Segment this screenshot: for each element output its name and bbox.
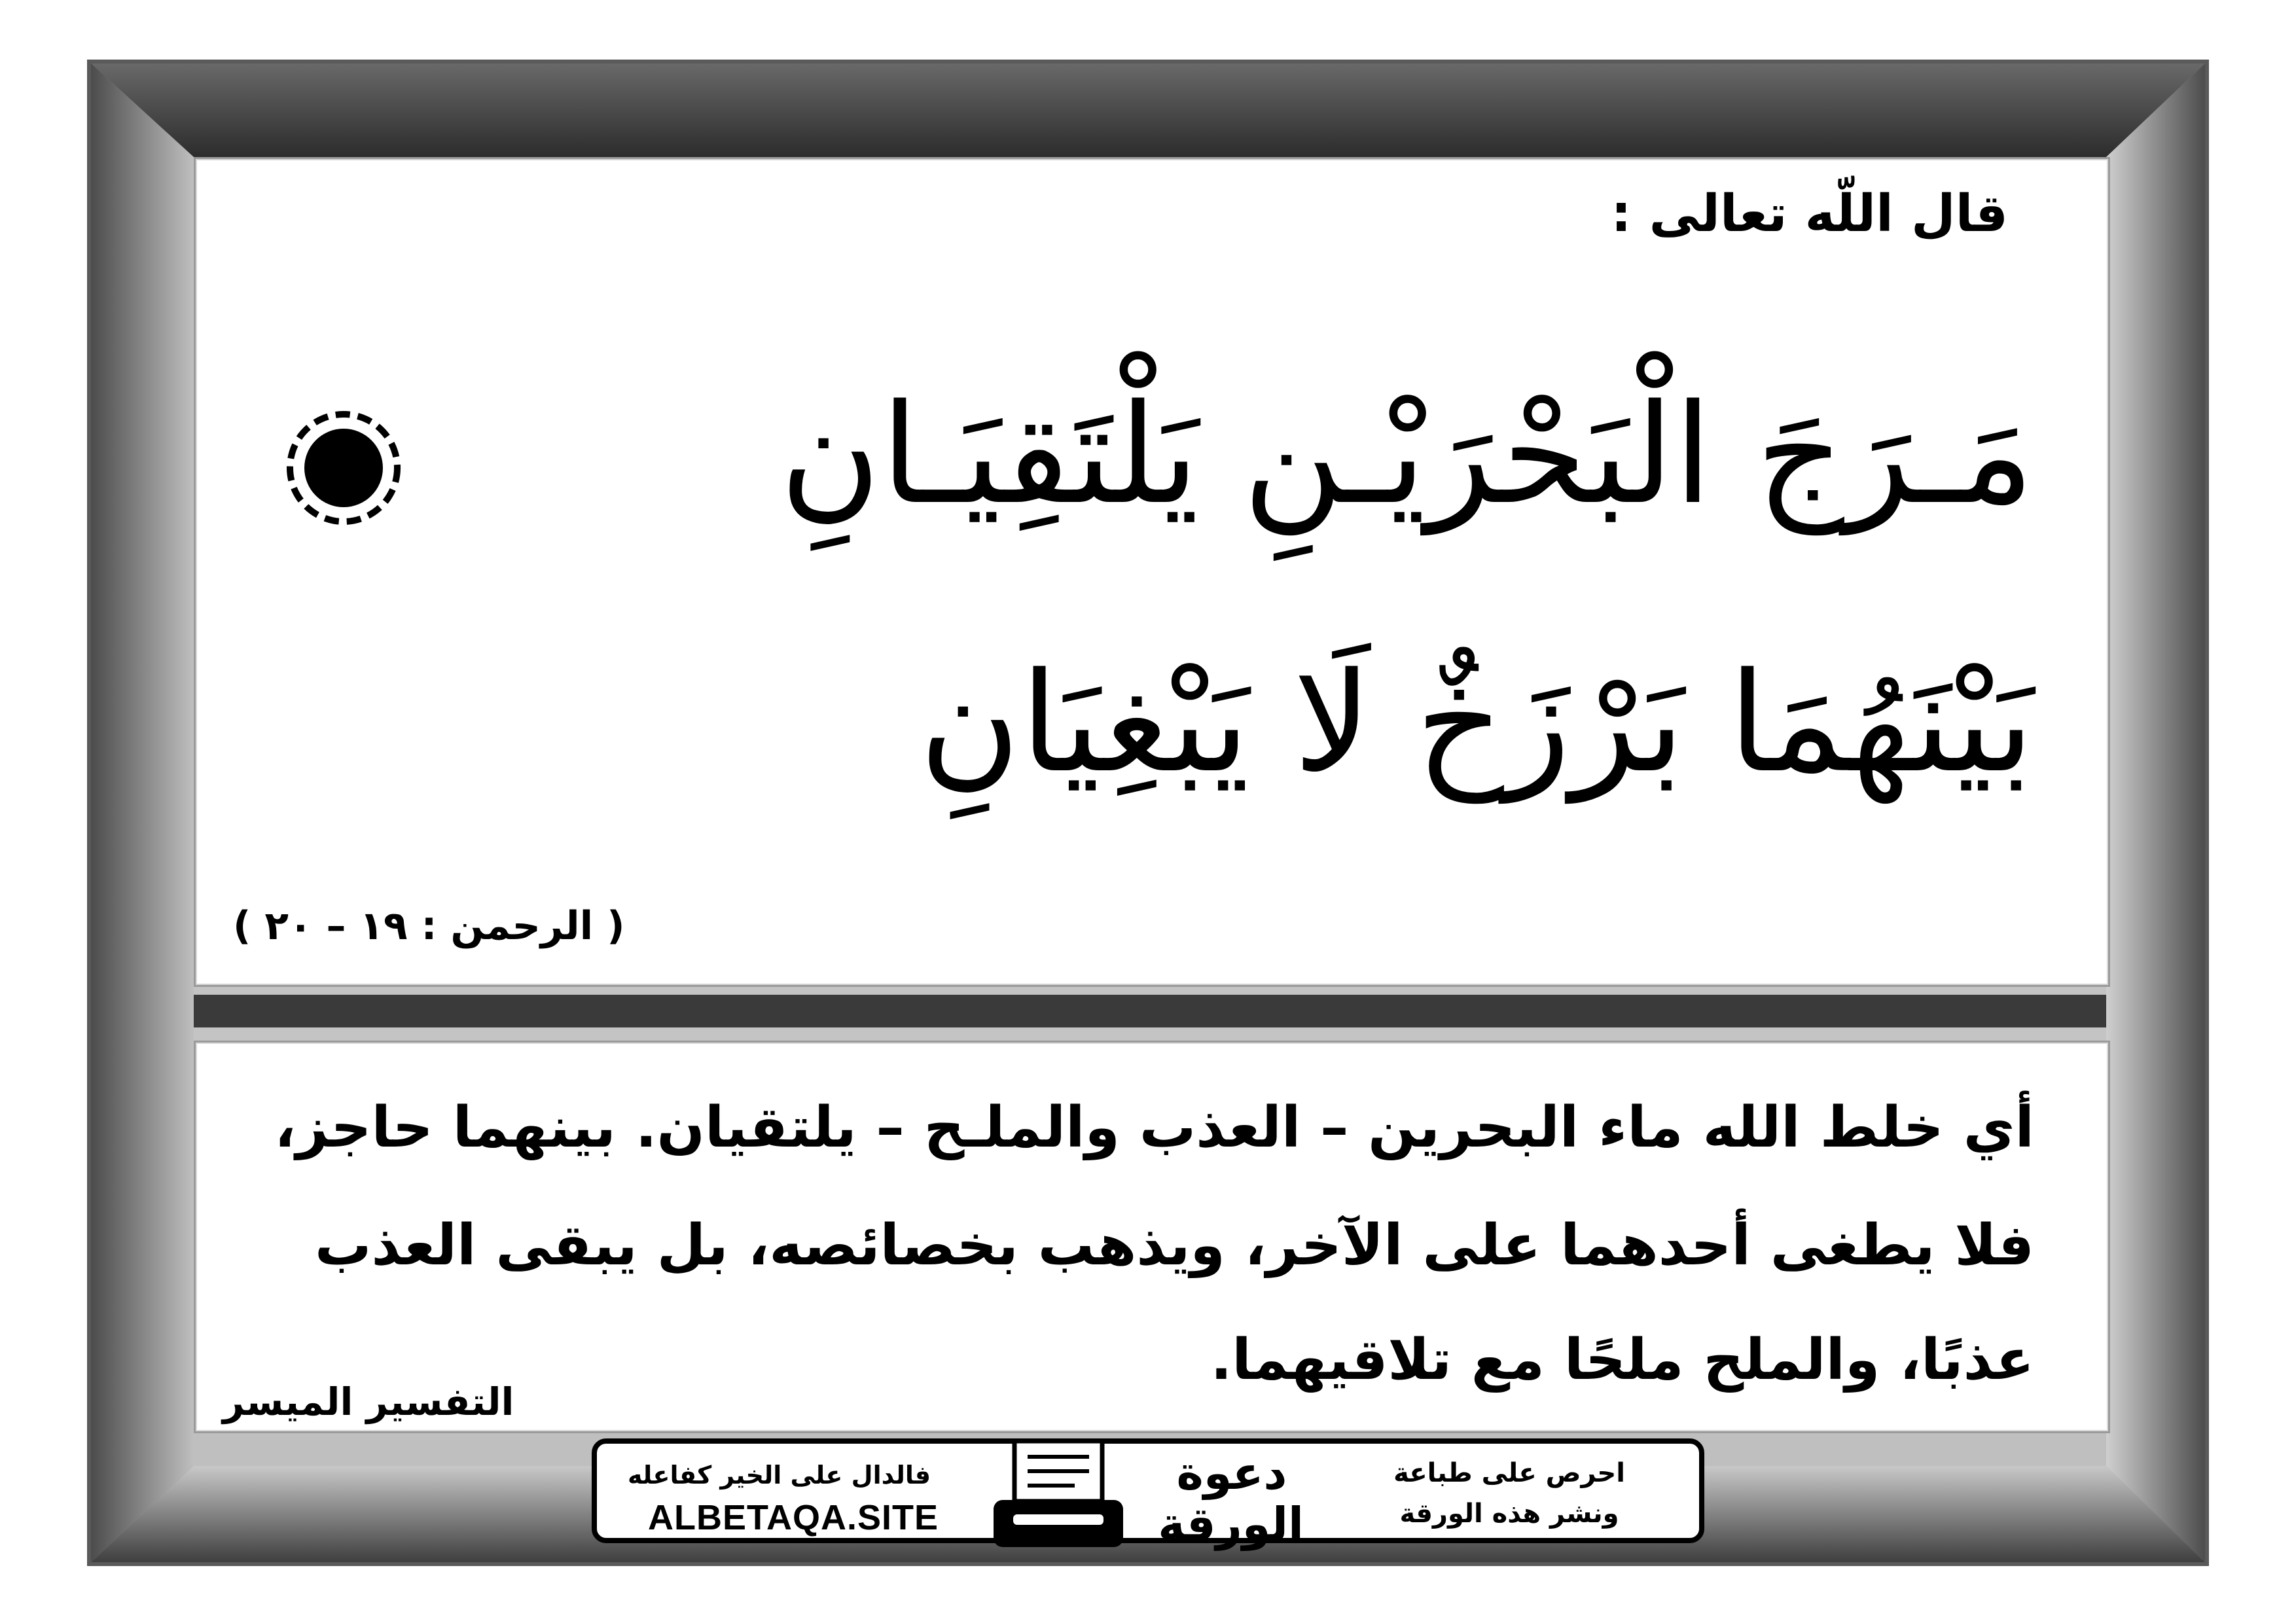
verse-panel xyxy=(194,157,2110,987)
tafsir-line-3: عذبًا، والملح ملحًا مع تلاقيهما. xyxy=(1210,1327,2034,1393)
verse-line-1: مَـرَجَ الْبَحْرَيْـنِ يَلْتَقِيَـانِ xyxy=(780,374,2034,535)
verse-intro: قال اللّه تعالى : xyxy=(1611,185,2008,243)
verse-line-2: بَيْنَهُمَا بَرْزَخٌ لَا يَبْغِيَانِ xyxy=(919,643,2034,803)
footer-tagline: فالدال على الخير كفاعله xyxy=(627,1461,931,1489)
tafsir-line-2: فلا يطغى أحدهما على الآخر، ويذهب بخصائصه، بل يبقى العذب xyxy=(315,1213,2034,1278)
dawa-logo xyxy=(1160,1435,1304,1556)
print-prompt-line-1: احرص على طباعة xyxy=(1393,1458,1625,1488)
logo-text-bottom: الورقة xyxy=(1158,1497,1304,1551)
print-prompt-line-2: ونشر هذه الورقة xyxy=(1399,1499,1619,1529)
footer-site-link[interactable]: ALBETAQA.SITE xyxy=(648,1498,939,1537)
footer-bar xyxy=(592,1438,1704,1551)
verse-reference: ( الرحمن : ١٩ – ٢٠ ) xyxy=(233,903,625,949)
tafsir-line-1: أي خلط الله ماء البحرين – العذب والملـح – يلتقيان. بينهما حاجز، xyxy=(274,1095,2034,1160)
logo-text-top: دعوة xyxy=(1176,1446,1287,1500)
printer-icon xyxy=(990,1437,1127,1552)
tafsir-source: التفسير الميسر xyxy=(223,1380,514,1424)
verse-end-icon xyxy=(281,406,406,530)
